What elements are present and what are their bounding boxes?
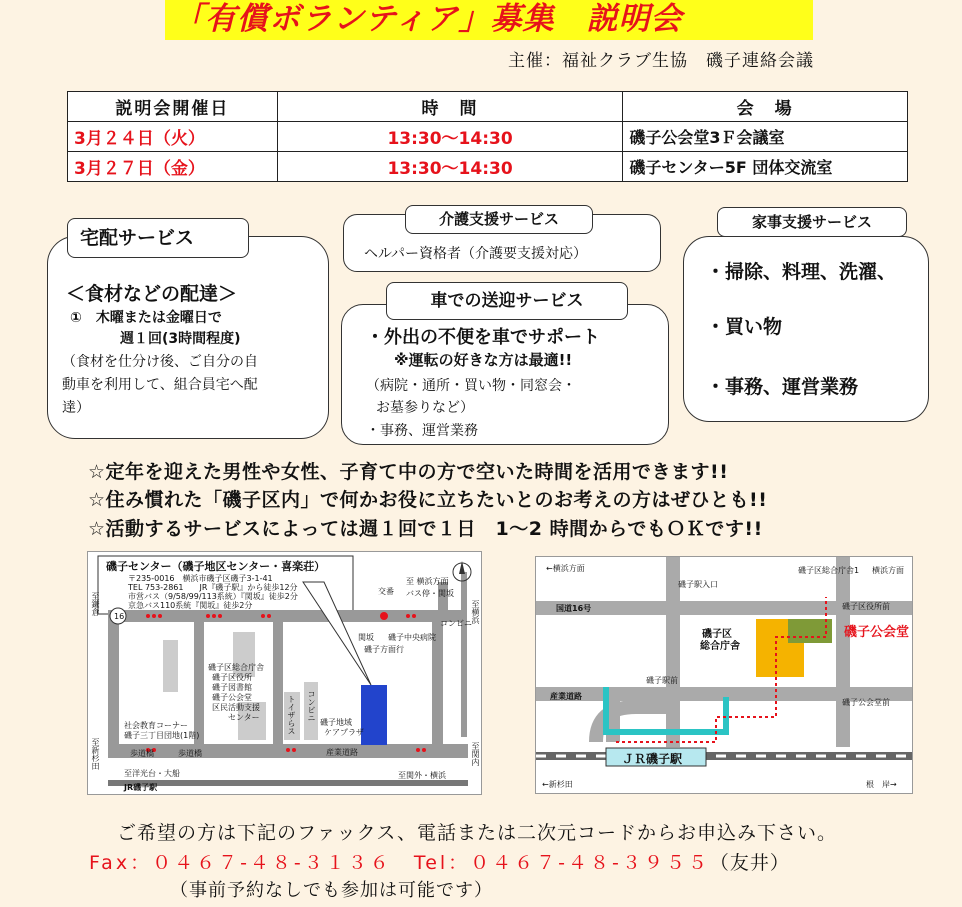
map-label: 磯子中央病院 <box>388 633 436 642</box>
map-label: 総合庁舎 <box>700 641 740 652</box>
header-time: 時 間 <box>277 92 623 122</box>
session-time: 13:30〜14:30 <box>277 122 623 152</box>
map-label: 関坂 <box>358 633 374 642</box>
contact-name: （友井） <box>709 852 790 874</box>
map-label: 至鎌倉 <box>91 592 100 616</box>
delivery-line: 週１回(3時間程度) <box>120 331 241 347</box>
reservation-note: （事前予約なしでも参加は可能です） <box>170 880 493 901</box>
housework-line: ・事務、運営業務 <box>706 376 859 398</box>
map-label: 歩道橋 <box>178 749 202 758</box>
housework-line: ・掃除、料理、洗濯、 <box>706 261 897 283</box>
map-label: 根 岸→ <box>866 780 897 789</box>
map-isogo-center <box>87 551 482 795</box>
map-label: 至 横浜方面 <box>406 577 449 586</box>
map-label: バス停・関坂 <box>406 589 454 598</box>
map-label: 磯子区役所 <box>212 673 252 682</box>
map-label: トイザらス <box>287 695 296 735</box>
organizer: 主催：福祉クラブ生協 磯子連絡会議 <box>508 51 814 71</box>
map-label: 磯子三丁目団地(1階) <box>124 731 200 740</box>
delivery-line: 動車を利用して、組合員宅へ配 <box>62 377 258 393</box>
map-label: 歩道橋 <box>130 749 154 758</box>
map-label: 産業道路 <box>550 692 582 701</box>
care-service-title: 介護支援サービス <box>405 205 593 234</box>
map-label: 至洋光台・大船 <box>124 769 180 778</box>
fax-number: Fax：０４６７-４８-３１３６ <box>89 852 392 874</box>
transport-line: ・事務、運営業務 <box>366 423 478 439</box>
apply-instructions: ご希望の方は下記のファックス、電話または二次元コードからお申込み下さい。 <box>117 822 838 844</box>
transport-line: ※運転の好きな方は最適!! <box>394 351 573 369</box>
map-road-mid1 <box>194 622 204 744</box>
delivery-service-title: 宅配サービス <box>67 218 249 258</box>
session-time: 13:30〜14:30 <box>277 152 623 182</box>
table-row <box>68 122 908 152</box>
map-info-address: 市営バス（9/58/99/113系統）『関坂』徒歩2分 <box>128 592 298 601</box>
map-label: 磯子区 <box>702 629 732 640</box>
map-label: 磯子駅前 <box>646 676 678 685</box>
highlight-line: ☆定年を迎えた男性や女性、子育て中の方で空いた時間を活用できます!! <box>88 461 729 483</box>
session-place: 磯子公会堂3Ｆ会議室 <box>623 122 908 152</box>
map-info-address: 京急バス110系統『関坂』徒歩2分 <box>128 601 253 610</box>
map-info-address: TEL 753-2861 JR『磯子駅』から徒歩12分 <box>128 583 298 592</box>
table-header-row <box>68 92 908 122</box>
delivery-line: （食材を仕分け後、ご自分の自 <box>62 354 258 370</box>
map-label: センター <box>228 713 260 722</box>
map-isogo-center-building <box>361 685 387 745</box>
map-label: 磯子図書館 <box>212 683 252 692</box>
table-row <box>68 152 908 182</box>
map-label: 磯子区総合庁舎 <box>208 663 264 672</box>
delivery-line: ① 木曜または金曜日で <box>70 310 222 326</box>
highlight-line: ☆活動するサービスによっては週１回で１日 1〜2 時間からでもＯＫです!! <box>88 518 763 540</box>
transport-line: ・外出の不便を車でサポート <box>366 327 600 348</box>
route16-label: 16 <box>114 612 125 621</box>
map-label: 至新杉田 <box>91 738 100 770</box>
map-label: コンビニ <box>307 690 316 722</box>
map-public-hall <box>535 556 913 794</box>
bus-stop-icon <box>380 612 388 620</box>
map-label: ＪＲ磯子駅 <box>622 752 683 766</box>
contact-info <box>89 848 790 875</box>
schedule-table <box>67 91 908 182</box>
housework-service-title: 家事支援サービス <box>717 207 907 237</box>
map-info-address: 〒235-0016 横浜市磯子区磯子3-1-41 <box>128 574 273 583</box>
transport-line: （病院・通所・買い物・同窓会・ <box>366 378 576 394</box>
session-place: 磯子センター5F 団体交流室 <box>623 152 908 182</box>
transport-service-box <box>341 304 669 445</box>
map-label: 磯子駅入口 <box>678 580 718 589</box>
map-label: ケアプラザ <box>324 728 364 737</box>
transport-line: お墓参りなど） <box>376 400 474 416</box>
map-label: 至横浜 <box>471 600 480 624</box>
map-label: 交番 <box>378 587 394 596</box>
map-block <box>163 640 178 692</box>
page-title: 「有償ボランティア」募集 説明会 <box>165 0 813 40</box>
map-label: 磯子公会堂 <box>844 625 910 640</box>
session-date: 3月２７日（金） <box>68 152 278 182</box>
map-label: 国道16号 <box>556 604 592 613</box>
map-road-mid2 <box>273 622 283 744</box>
map-public-hall-roads <box>536 557 913 794</box>
map-label: JR磯子駅 <box>124 783 158 792</box>
map-label: 磯子区役所前 <box>842 602 890 611</box>
map-label: 産業道路 <box>326 748 358 757</box>
map-road-west <box>108 610 119 758</box>
map-info-header: 磯子センター（磯子地区センター・喜楽荘） <box>106 560 326 573</box>
map-label: コンビニ <box>440 619 472 628</box>
map-label: 至関外・横浜 <box>398 771 446 780</box>
delivery-service-box <box>47 236 329 439</box>
map-label: 社会教育コーナー <box>124 721 188 730</box>
map-label: 磯子区総合庁舎1 <box>798 566 860 575</box>
map-road-east <box>836 557 850 747</box>
map-label: 磯子公会堂前 <box>842 698 890 707</box>
tel-number: Tel：０４６７-４８-３９５５ <box>413 852 710 874</box>
map-label: 至関内 <box>471 742 480 766</box>
care-line: ヘルパー資格者（介護要支援対応） <box>364 246 588 262</box>
map-label: 横浜方面 <box>872 566 904 575</box>
map-label: 磯子方面行 <box>364 645 404 654</box>
delivery-heading: ＜食材などの配達＞ <box>66 283 238 305</box>
session-date: 3月２４日（火） <box>68 122 278 152</box>
map-label: 区民活動支援 <box>212 703 260 712</box>
highlight-line: ☆住み慣れた「磯子区内」で何かお役に立ちたいとのお考えの方はぜひとも!! <box>88 489 768 511</box>
map-label: ←新杉田 <box>542 780 573 789</box>
header-date: 説明会開催日 <box>68 92 278 122</box>
delivery-line: 達） <box>62 400 90 416</box>
map-label: ←横浜方面 <box>546 564 585 573</box>
housework-service-box <box>683 236 929 422</box>
housework-line: ・買い物 <box>706 316 783 338</box>
map-label: 磯子地域 <box>320 718 352 727</box>
map-label: 磯子公会堂 <box>212 693 252 702</box>
transport-service-title: 車での送迎サービス <box>386 282 628 320</box>
header-place: 会 場 <box>623 92 908 122</box>
